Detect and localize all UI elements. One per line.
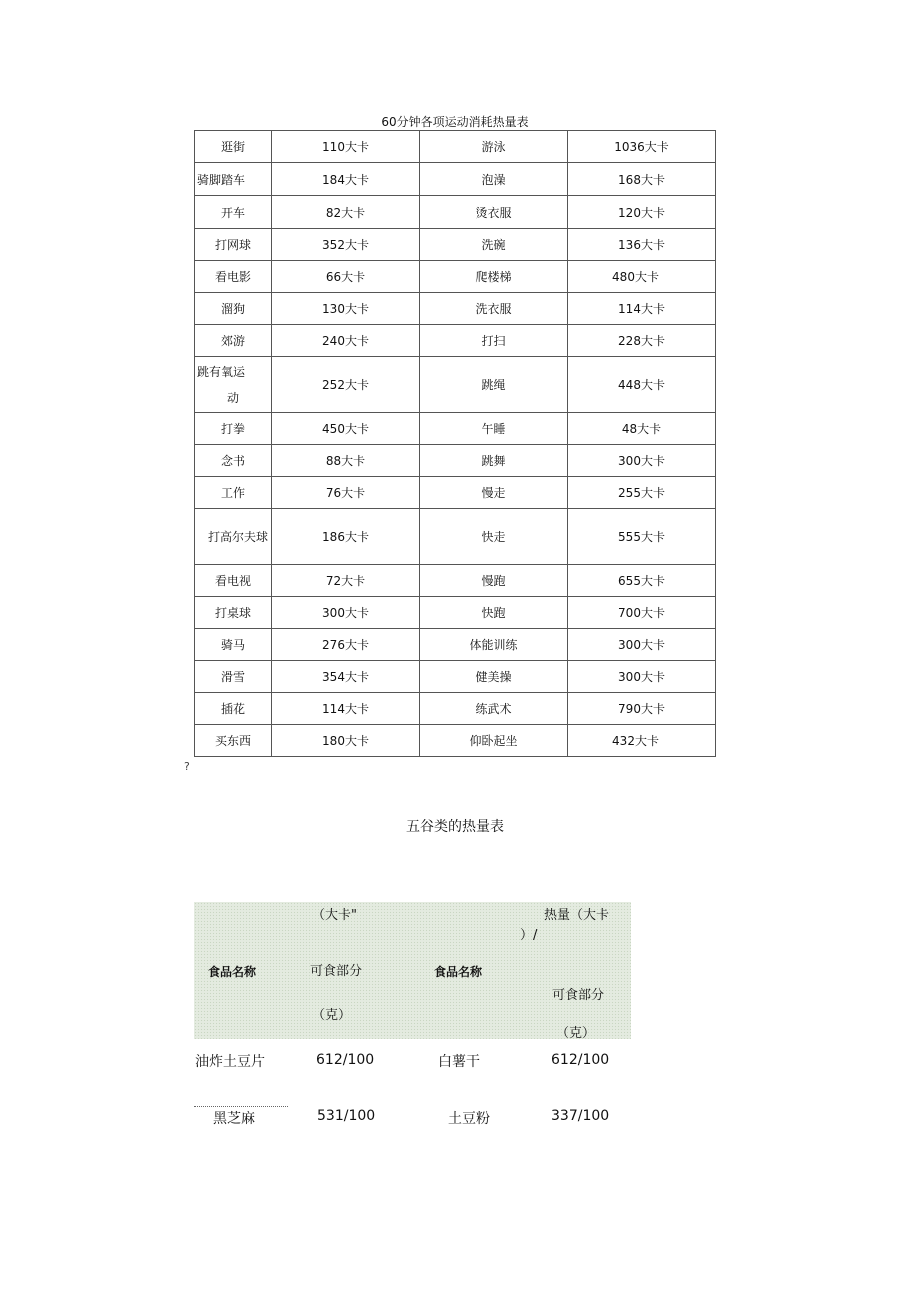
activity-cell: 打高尔夫球 <box>195 509 272 565</box>
grain-table-header <box>194 902 631 1039</box>
calorie-cell: 130大卡 <box>272 293 420 325</box>
activity-cell: 插花 <box>195 693 272 725</box>
activity-cell: 开车 <box>195 196 272 229</box>
header-edible-part-1: 可食部分 <box>310 964 363 979</box>
activity-cell: 念书 <box>195 445 272 477</box>
calorie-cell: 450大卡 <box>272 413 420 445</box>
header-edible-part-2: 可食部分 <box>552 988 605 1003</box>
grain-row-2-name-1: 黑芝麻 <box>213 1111 255 1127</box>
activity-cell: 骑脚踏车 <box>195 163 272 196</box>
table-row <box>195 445 716 477</box>
activity-cell: 溜狗 <box>195 293 272 325</box>
table-row <box>195 725 716 757</box>
exercise-calorie-table <box>194 130 716 757</box>
grain-row-1-name-1: 油炸土豆片 <box>195 1054 265 1070</box>
calorie-cell: 300大卡 <box>272 597 420 629</box>
activity-cell: 逛街 <box>195 131 272 163</box>
table-row <box>195 629 716 661</box>
header-food-name-2: 食品名称 <box>434 965 483 979</box>
calorie-cell: 480大卡 <box>568 261 716 293</box>
table-row <box>195 131 716 163</box>
activity-cell: 爬楼梯 <box>420 261 568 293</box>
activity-cell: 洗碗 <box>420 229 568 261</box>
activity-cell-line: 跳有氧运 <box>197 364 246 379</box>
table-row <box>195 509 716 565</box>
header-kcal-1: （大卡" <box>312 908 357 923</box>
header-slash-2: ）/ <box>520 928 538 943</box>
calorie-cell: 432大卡 <box>568 725 716 757</box>
calorie-cell: 252大卡 <box>272 357 420 413</box>
table-row <box>195 357 716 413</box>
calorie-cell: 276大卡 <box>272 629 420 661</box>
calorie-cell: 72大卡 <box>272 565 420 597</box>
stray-question-mark: ? <box>184 760 190 773</box>
grain-row-1-name-2: 白薯干 <box>438 1054 480 1070</box>
activity-cell: 跳舞 <box>420 445 568 477</box>
activity-cell: 看电视 <box>195 565 272 597</box>
activity-cell: 骑马 <box>195 629 272 661</box>
calorie-cell: 300大卡 <box>568 445 716 477</box>
table-row <box>195 661 716 693</box>
activity-cell: 滑雪 <box>195 661 272 693</box>
activity-cell: 烫衣服 <box>420 196 568 229</box>
activity-cell: 慢跑 <box>420 565 568 597</box>
divider-rule <box>194 1106 288 1107</box>
grain-row-1-value-1: 612/100 <box>316 1052 375 1068</box>
calorie-cell: 120大卡 <box>568 196 716 229</box>
activity-cell: 工作 <box>195 477 272 509</box>
calorie-cell: 790大卡 <box>568 693 716 725</box>
header-gram-2: （克） <box>556 1026 596 1041</box>
table-row <box>195 196 716 229</box>
activity-cell: 游泳 <box>420 131 568 163</box>
header-gram-1: （克） <box>312 1008 352 1023</box>
activity-cell: 体能训练 <box>420 629 568 661</box>
activity-cell: 快走 <box>420 509 568 565</box>
grain-row-2-value-2: 337/100 <box>551 1108 610 1124</box>
header-food-name-1: 食品名称 <box>208 965 257 979</box>
calorie-cell: 240大卡 <box>272 325 420 357</box>
calorie-cell: 300大卡 <box>568 661 716 693</box>
activity-cell: 健美操 <box>420 661 568 693</box>
table-row <box>195 229 716 261</box>
activity-cell: 买东西 <box>195 725 272 757</box>
table-row <box>195 163 716 196</box>
calorie-cell: 48大卡 <box>568 413 716 445</box>
calorie-cell: 110大卡 <box>272 131 420 163</box>
table-row <box>195 261 716 293</box>
activity-cell: 打拳 <box>195 413 272 445</box>
activity-cell-line: 动 <box>227 390 240 405</box>
activity-cell: 仰卧起坐 <box>420 725 568 757</box>
activity-cell: 跳绳 <box>420 357 568 413</box>
activity-cell: 慢走 <box>420 477 568 509</box>
activity-cell: 打桌球 <box>195 597 272 629</box>
activity-cell: 看电影 <box>195 261 272 293</box>
table-row <box>195 477 716 509</box>
activity-cell: 练武术 <box>420 693 568 725</box>
activity-cell <box>195 357 272 413</box>
grain-row-2-value-1: 531/100 <box>317 1108 376 1124</box>
header-kcal-2: 热量（大卡 <box>544 908 610 923</box>
calorie-cell: 82大卡 <box>272 196 420 229</box>
activity-cell: 打网球 <box>195 229 272 261</box>
calorie-cell: 354大卡 <box>272 661 420 693</box>
calorie-cell: 255大卡 <box>568 477 716 509</box>
calorie-cell: 184大卡 <box>272 163 420 196</box>
calorie-cell: 168大卡 <box>568 163 716 196</box>
table-row <box>195 293 716 325</box>
activity-cell: 午睡 <box>420 413 568 445</box>
calorie-cell: 88大卡 <box>272 445 420 477</box>
calorie-cell: 186大卡 <box>272 509 420 565</box>
calorie-cell: 114大卡 <box>272 693 420 725</box>
grain-table-title: 五谷类的热量表 <box>406 819 504 835</box>
calorie-cell: 655大卡 <box>568 565 716 597</box>
calorie-cell: 228大卡 <box>568 325 716 357</box>
calorie-cell: 136大卡 <box>568 229 716 261</box>
calorie-cell: 448大卡 <box>568 357 716 413</box>
grain-row-1-value-2: 612/100 <box>551 1052 610 1068</box>
table-row <box>195 597 716 629</box>
calorie-cell: 352大卡 <box>272 229 420 261</box>
table-row <box>195 693 716 725</box>
exercise-table-title: 60分钟各项运动消耗热量表 <box>381 115 529 129</box>
grain-row-2-name-2: 土豆粉 <box>448 1111 490 1127</box>
calorie-cell: 700大卡 <box>568 597 716 629</box>
activity-cell: 快跑 <box>420 597 568 629</box>
calorie-cell: 300大卡 <box>568 629 716 661</box>
activity-cell: 洗衣服 <box>420 293 568 325</box>
calorie-cell: 76大卡 <box>272 477 420 509</box>
activity-cell: 郊游 <box>195 325 272 357</box>
activity-cell: 打扫 <box>420 325 568 357</box>
table-row <box>195 325 716 357</box>
calorie-cell: 1036大卡 <box>568 131 716 163</box>
table-row <box>195 565 716 597</box>
activity-cell: 泡澡 <box>420 163 568 196</box>
calorie-cell: 114大卡 <box>568 293 716 325</box>
calorie-cell: 180大卡 <box>272 725 420 757</box>
calorie-cell: 66大卡 <box>272 261 420 293</box>
calorie-cell: 555大卡 <box>568 509 716 565</box>
table-row <box>195 413 716 445</box>
